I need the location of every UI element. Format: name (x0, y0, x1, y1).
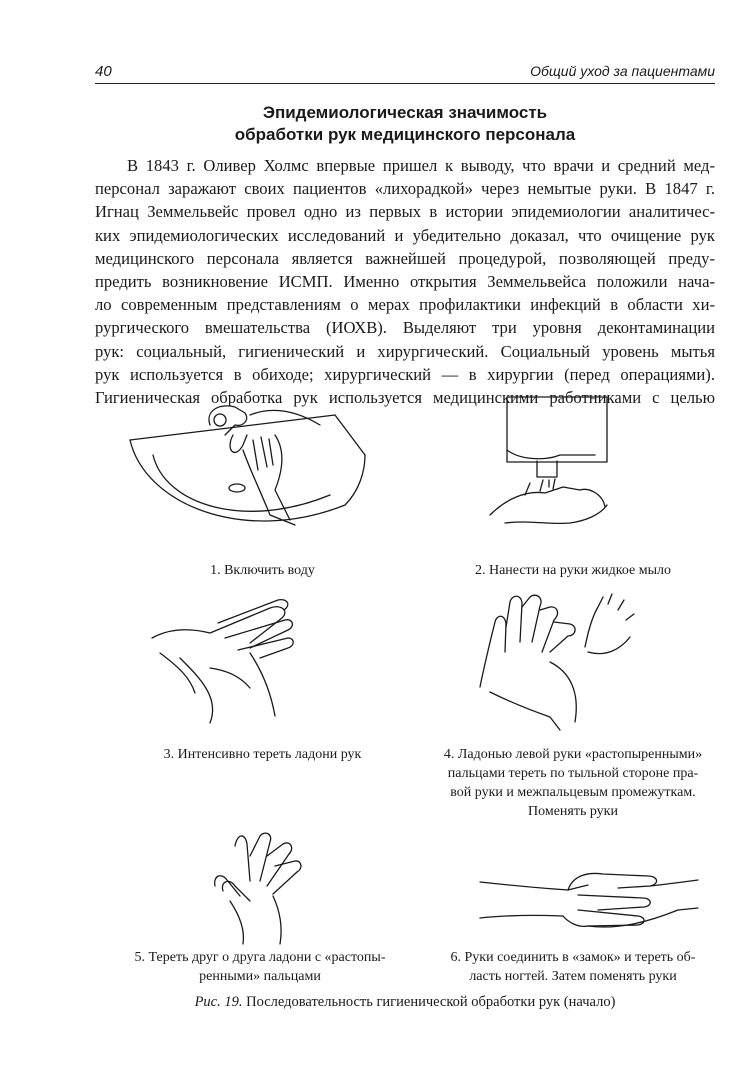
body-line: В 1843 г. Оливер Холмс впервые пришел к выводу, что врачи и средний мед- (127, 156, 715, 175)
soap-dispenser-icon (485, 395, 615, 543)
step-6-caption (418, 948, 728, 986)
page-header (95, 55, 715, 85)
caption-line: 6. Руки соединить в «замок» и тереть об- (450, 950, 696, 965)
body-line: ких эпидемиологических исследований и убедительно доказал, что очищение рук (95, 225, 715, 245)
hands-lock-icon (478, 860, 700, 938)
caption-line: Поменять руки (528, 804, 618, 819)
caption-line: пальцами тереть по тыльной стороне пра- (447, 766, 699, 781)
step-5-caption (105, 948, 415, 986)
body-line: Игнац Земмельвейс провел одно из первых в истории эпидемиологии аналитичес- (95, 202, 715, 222)
step-3-caption (130, 745, 395, 764)
caption-line: ласть ногтей. Затем поменять руки (469, 969, 677, 984)
caption-line: вой руки и межпальцевым промежуткам. (450, 785, 696, 800)
caption-line: 2. Нанести на руки жидкое мыло (474, 563, 672, 578)
body-line: рук используется в обиходе; хирургический — в хирургии (перед операциями). (95, 364, 715, 384)
section-title-line-2: обработки рук медицинского персонала (234, 125, 576, 144)
hands-under-faucet-icon (125, 395, 370, 543)
caption-line: 3. Интенсивно тереть ладони рук (163, 747, 362, 762)
body-line: Гигиеническая обработка рук используется медицинскими работниками с целью (95, 387, 715, 407)
body-line: медицинского персонала является важнейшей процедурой, позволяющей преду- (95, 248, 715, 268)
caption-line: ренными» пальцами (199, 969, 321, 984)
section-title-line-1: Эпидемиологическая значимость (262, 103, 548, 122)
body-line: персонал заражают своих пациентов «лихорадкой» через немытые руки. В 1847 г. (95, 179, 715, 199)
body-line: рургического вмешательства (ИОХВ). Выделяют три уровня деконтаминации (95, 318, 715, 338)
running-title: Общий уход за пациентами (530, 63, 715, 79)
spread-fingers-backhand-icon (470, 592, 640, 732)
body-line: ло современным представлениям о мерах профилактики инфекций в области хи- (95, 295, 715, 315)
caption-line: 1. Включить воду (210, 563, 315, 578)
interlaced-fingers-icon (205, 826, 320, 946)
palms-rubbing-icon (150, 598, 300, 728)
caption-line: 4. Ладонью левой руки «растопыренными» (443, 747, 703, 762)
step-1-caption (130, 561, 395, 580)
figure-label: Рис. 19. (194, 994, 243, 1010)
figure-caption-text: Последовательность гигиенической обработки рук (начало) (246, 994, 616, 1010)
step-2-caption (418, 561, 728, 580)
figure-caption (95, 994, 715, 1011)
body-paragraph (95, 154, 715, 409)
page-number: 40 (95, 63, 112, 80)
header-rule (95, 83, 715, 84)
caption-line: 5. Тереть друг о друга ладони с «растопы- (134, 950, 386, 965)
body-line: рук: социальный, гигиенический и хирургический. Социальный уровень мытья (95, 341, 715, 361)
step-4-caption (418, 745, 728, 821)
body-line: предить возникновение ИСМП. Именно открытия Земмельвейса положили нача- (95, 271, 715, 291)
